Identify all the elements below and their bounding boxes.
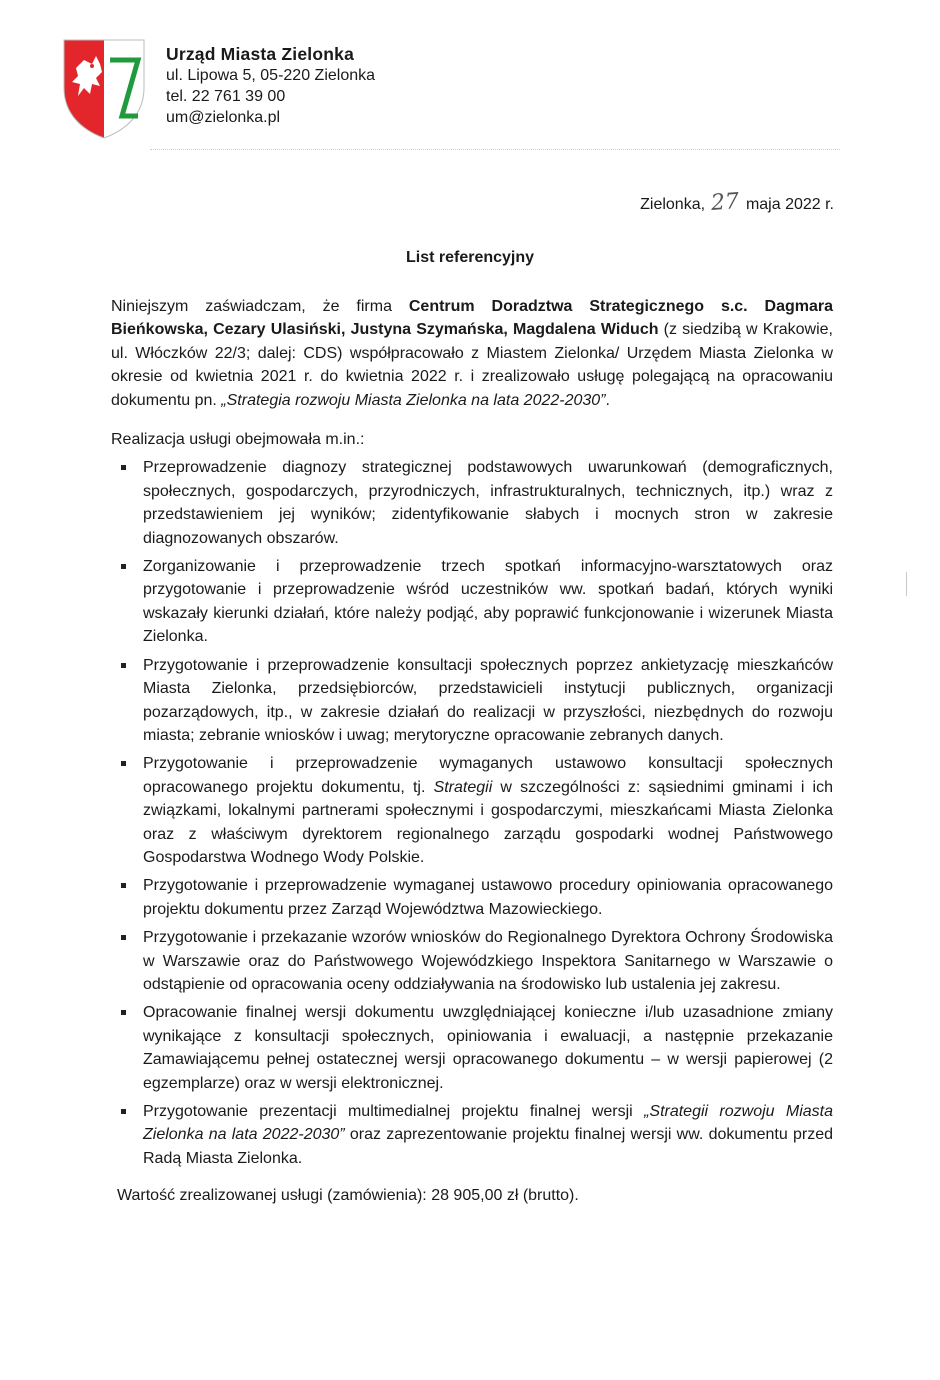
header-divider [150,149,840,150]
task-text: Przeprowadzenie diagnozy strategicznej podstawowych uwarunkowań (demograficznych, społecznych, gospodarczych, przyrodniczych, infrastrukturalnych, technicznych, itp.) wraz z przedstawieniem jej wyników; zidentyfikowanie słabych i mocnych stron w zakresie diagnozowanych obszarów. [143,459,833,547]
list-item [111,456,833,550]
intro-paragraph [111,295,833,412]
company-name: Centrum Doradztwa Strategicznego s.c. Dagmara Bieńkowska, Cezary Ulasiński, Justyna Szymańska, Magdalena Widuch [111,298,833,339]
service-value: Wartość zrealizowanej usługi (zamówienia): 28 905,00 zł (brutto). [117,1187,579,1205]
list-item [111,654,833,748]
task-emphasis: „Strategii rozwoju Miasta Zielonka na lata 2022-2030” [143,1103,833,1144]
bullet-icon [121,883,126,888]
zielonka-crest-logo [62,38,146,142]
task-text-b: w szczególności z: sąsiednimi gminami i ich związkami, lokalnymi partnerami społecznymi i gospodarczymi, mieszkańcami Miasta Zielonka oraz z właściwym dyrektorem regionalnego zarządu gospodarki wodnej Państwowego Gospodarstwa Wodnego Wody Polskie. [143,778,833,866]
organization-email: um@zielonka.pl [166,109,281,126]
intro-text-2: (z siedzibą w Krakowie, ul. Włóczków 22/3; dalej: CDS) współpracowało z Miastem Zielonka/ Urzędem Miasta Zielonka w okresie od kwietnia 2021 r. do kwietnia 2022 r. i zrealizowało usługę polegającą na opracowaniu dokumentu pn. [111,321,833,409]
date-month-year: maja 2022 r. [745,196,834,213]
bullet-icon [121,761,126,766]
task-text-a: Przygotowanie prezentacji multimedialnej projektu finalnej wersji [143,1103,645,1120]
task-text: Przygotowanie i przeprowadzenie konsultacji społecznych poprzez ankietyzację mieszkańców Miasta Zielonka, przedsiębiorców, przedstawicieli instytucji publicznych, organizacji pozarządowych, itp., w zakresie działań do realizacji w przyszłości, niezbędnych do rozwoju miasta; zebranie wniosków i uwag; merytoryczne opracowanie zebranych danych. [143,656,833,744]
scope-label: Realizacja usługi obejmowała m.in.: [111,431,365,449]
date-place: Zielonka, [640,196,706,213]
strategy-document-name: „Strategia rozwoju Miasta Zielonka na lata 2022-2030” [221,391,606,409]
task-text-a: Przygotowanie i przeprowadzenie wymaganych ustawowo konsultacji społecznych opracowanego projektu dokumentu, tj. [143,755,833,796]
bullet-icon [121,663,126,668]
date-line [640,190,834,215]
letter-body [111,295,833,1208]
bullet-icon [121,465,126,470]
list-item [111,752,833,869]
task-text: Przygotowanie i przeprowadzenie wymaganej ustawowo procedury opiniowania opracowanego projektu dokumentu przez Zarząd Województwa Mazowieckiego. [143,877,833,918]
task-text-b: oraz zaprezentowanie projektu finalnej wersji ww. dokumentu przed Radą Miasta Zielonka. [143,1126,834,1167]
task-list [111,456,833,1170]
bullet-icon [121,935,126,940]
bullet-icon [121,564,126,569]
margin-mark [906,572,909,596]
task-text: Zorganizowanie i przeprowadzenie trzech spotkań informacyjno-warsztatowych oraz przygotowanie i przeprowadzenie wśród uczestników ww. spotkań badań, których wyniki wskazały kierunki działań, które należy podjąć, aby poprawić funkcjonowanie i wizerunek Miasta Zielonka. [143,558,833,646]
list-item [111,555,833,649]
list-item [111,1100,833,1170]
organization-phone: tel. 22 761 39 00 [166,88,286,105]
bullet-icon [121,1010,126,1015]
organization-address: ul. Lipowa 5, 05-220 Zielonka [166,67,376,84]
letterhead [166,44,375,128]
task-emphasis: Strategii [433,778,493,796]
bullet-icon [121,1109,126,1114]
handwritten-day: 27 [710,189,741,216]
list-item [111,1001,833,1095]
task-text: Przygotowanie i przekazanie wzorów wniosków do Regionalnego Dyrektora Ochrony Środowiska w Warszawie oraz do Państwowego Wojewódzkiego Inspektora Sanitarnego w Warszawie o odstąpienie od opracowania oceny oddziaływania na środowisko lub ustalenia jej zakresu. [143,929,833,993]
organization-name: Urząd Miasta Zielonka [166,44,355,64]
intro-text-3: . [605,391,610,409]
document-title: List referencyjny [405,249,535,266]
task-text: Opracowanie finalnej wersji dokumentu uwzględniającej konieczne i/lub uzasadnione zmiany wynikające z konsultacji społecznych, opiniowania i ewaluacji, a następnie przekazanie Zamawiającemu pełnej ostatecznej wersji opracowanego dokumentu – w wersji papierowej (2 egzemplarze) oraz w wersji elektronicznej. [143,1004,833,1092]
intro-text-1: Niniejszym zaświadczam, że firma [111,298,409,315]
list-item [111,874,833,921]
list-item [111,926,833,996]
